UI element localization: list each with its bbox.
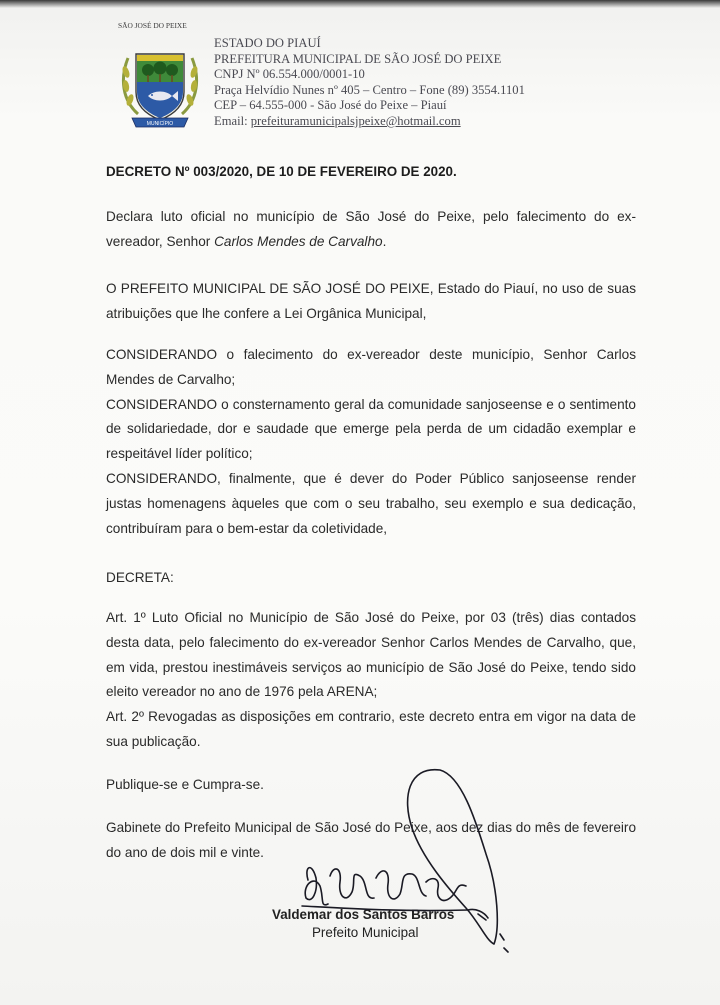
ementa-end: . [382,233,387,249]
letterhead-email-line [214,114,674,130]
gabinete-text: Gabinete do Prefeito Municipal de São José do Peixe, aos dez dias do mês de fevereiro do ano de dois mil e vinte. [106,820,636,860]
signer-role: Prefeito Municipal [312,925,419,940]
ementa-text: Declara luto oficial no município de São José do Peixe, pelo falecimento do ex-vereador, Senhor [106,209,636,249]
letterhead-state: ESTADO DO PIAUÍ [214,36,321,50]
considerando-2 [106,393,636,467]
considerando-1-text: o falecimento do ex-vereador deste município, Senhor Carlos Mendes de Carvalho; [106,347,636,387]
considerando-3 [106,467,636,541]
crest-title-text: SÃO JOSÉ DO PEIXE [118,21,187,30]
preamble-text: O PREFEITO MUNICIPAL DE SÃO JOSÉ DO PEIXE, Estado do Piauí, no uso de suas atribuições que lhe confere a Lei Orgânica Municipal, [106,281,636,321]
letterhead-email-label: Email: [214,113,251,128]
letterhead-email-link[interactable]: prefeituramunicipalsjpeixe@hotmail.com [250,113,461,128]
decree-articles [106,606,636,755]
considerando-3-text: , finalmente, que é dever do Poder Público sanjoseense render justas homenagens àqueles que com o seu trabalho, seu exemplo e sua dedicação, contribuíram para o bem-estar da coletividade, [106,470,636,536]
municipal-crest-icon [118,21,202,132]
scan-edge-shadow [0,0,720,8]
letterhead [214,36,674,130]
considerando-1-keyword: CONSIDERANDO [106,347,218,362]
decree-ementa [106,205,636,255]
article-1: Art. 1º Luto Oficial no Município de São José do Peixe, por 03 (três) dias contados desta data, pelo falecimento do ex-vereador Senhor Carlos Mendes de Carvalho, que, em vida, prestou inestimáveis serviços ao município de São José do Peixe, tendo sido eleito vereador no ano de 1976 pela ARENA; [106,610,636,700]
ementa-honoree-name: Carlos Mendes de Carvalho [214,233,383,249]
considerando-3-keyword: CONSIDERANDO [106,470,218,486]
letterhead-cnpj: CNPJ Nº 06.554.000/0001-10 [214,67,365,82]
letterhead-cep: CEP – 64.555-000 - São José do Peixe – Piauí [214,98,447,113]
signer-name: Valdemar dos Santos Barros [272,907,455,922]
article-2: Art. 2º Revogadas as disposições em contrario, este decreto entra em vigor na data de sua publicação. [106,709,636,749]
crest-ribbon-text: MUNICÍPIO [146,121,174,127]
decree-considerandos [106,343,636,541]
handwritten-signature-icon [290,758,530,958]
considerando-1 [106,343,636,393]
considerando-2-text: o consternamento geral da comunidade sanjoseense e o sentimento de solidariedade, dor e saudade que emerge pela perda de um cidadão exemplar e respeitável líder político; [106,396,636,462]
decree-publique: Publique-se e Cumpra-se. [106,777,264,792]
decree-title: DECRETO Nº 003/2020, DE 10 DE FEVEREIRO DE 2020. [106,164,457,179]
letterhead-address: Praça Helvídio Nunes nº 405 – Centro – Fone (89) 3554.1101 [214,82,525,97]
letterhead-prefecture: PREFEITURA MUNICIPAL DE SÃO JOSÉ DO PEIXE [214,51,502,66]
considerando-2-keyword: CONSIDERANDO [106,396,218,412]
decree-decreta-heading: DECRETA: [106,570,174,585]
decree-preamble [106,277,636,327]
